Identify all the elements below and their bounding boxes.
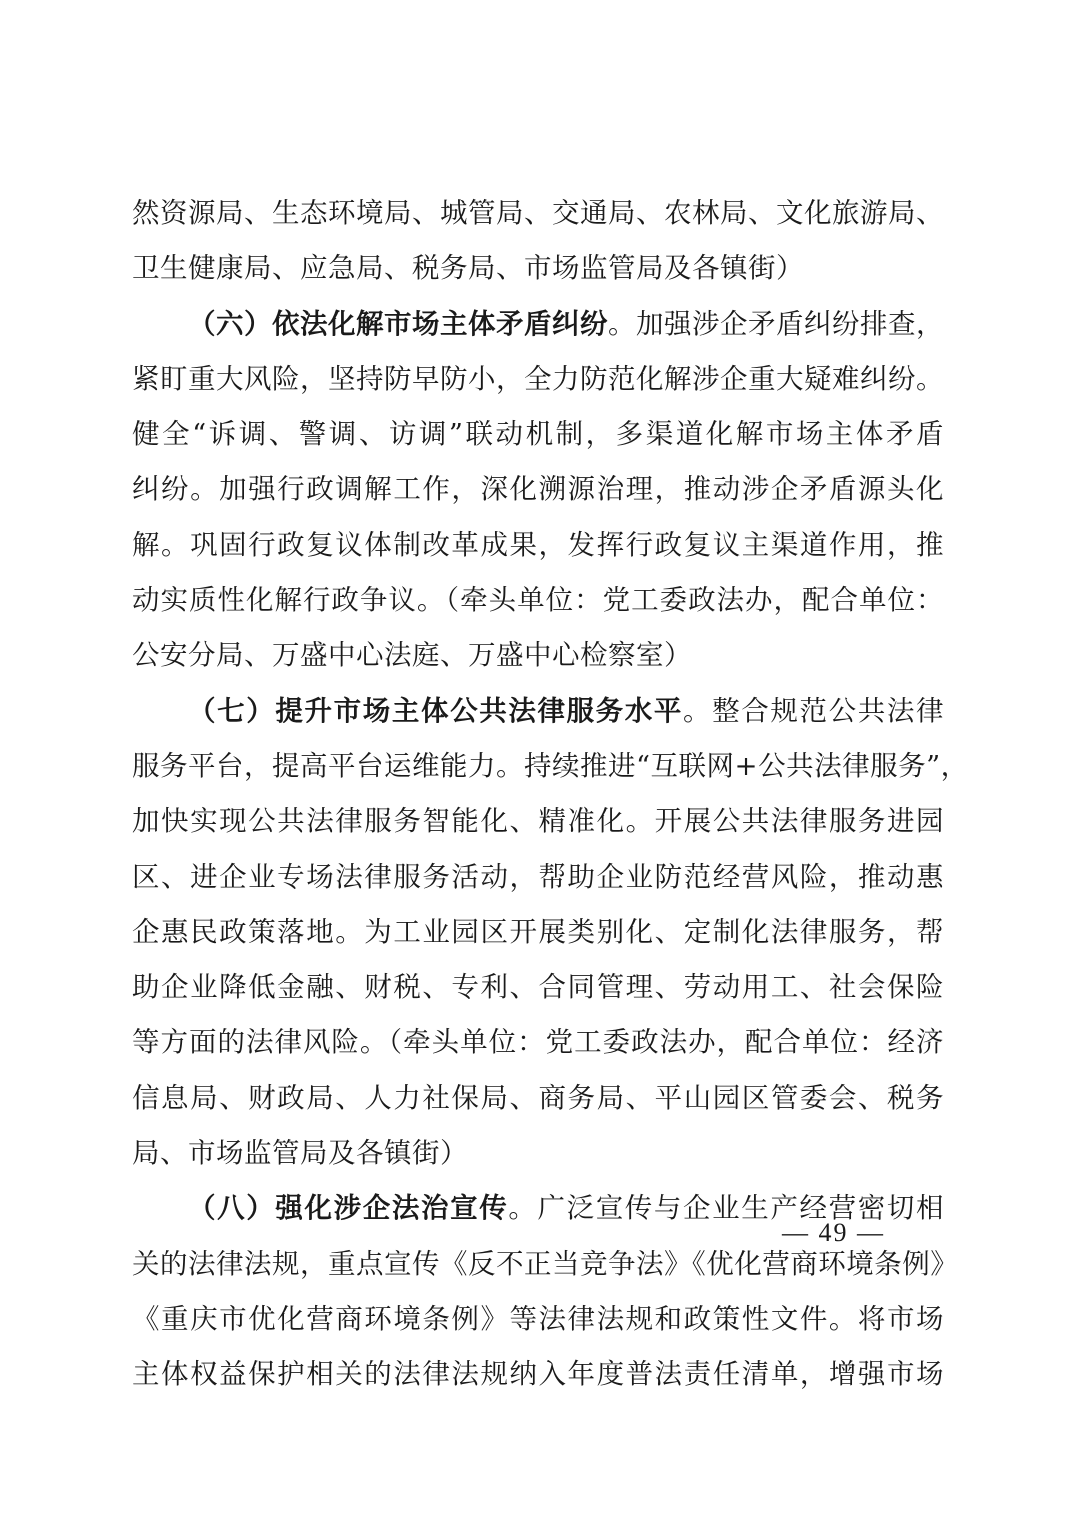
- page-number: — 49 —: [782, 1218, 885, 1247]
- paragraph-line: 紧盯重大风险，坚持防早防小，全力防范化解涉企重大疑难纠纷。: [132, 362, 944, 395]
- paragraph-line: 等方面的法律风险。（牵头单位：党工委政法办，配合单位：经济: [132, 1026, 944, 1059]
- paragraph-line: 加快实现公共法律服务智能化、精准化。开展公共法律服务进园: [132, 805, 944, 838]
- section-heading: （七）提升市场主体公共法律服务水平: [188, 694, 684, 727]
- paragraph-text: 。加强涉企矛盾纠纷排查，: [608, 307, 944, 340]
- paragraph-line: 主体权益保护相关的法律法规纳入年度普法责任清单，增强市场: [132, 1358, 944, 1391]
- section-heading: （六）依法化解市场主体矛盾纠纷: [188, 307, 608, 340]
- paragraph-line: 动实质性化解行政争议。（牵头单位：党工委政法办，配合单位：: [132, 584, 944, 617]
- section-heading-line: [132, 684, 944, 739]
- paragraph-text: 。广泛宣传与企业生产经营密切相: [508, 1192, 945, 1225]
- paragraph-line: 企惠民政策落地。为工业园区开展类别化、定制化法律服务，帮: [132, 915, 944, 948]
- paragraph-line: 纠纷。加强行政调解工作，深化溯源治理，推动涉企矛盾源头化: [132, 473, 944, 506]
- paragraph-text: 。整合规范公共法律: [683, 694, 945, 727]
- section-heading: （八）强化涉企法治宣传: [188, 1192, 509, 1225]
- paragraph-line: 卫生健康局、应急局、税务局、市场监管局及各镇街）: [132, 252, 804, 285]
- paragraph-line: 助企业降低金融、财税、专利、合同管理、劳动用工、社会保险: [132, 971, 944, 1004]
- paragraph-line: 信息局、财政局、人力社保局、商务局、平山园区管委会、税务: [132, 1081, 944, 1114]
- paragraph-line: 解。巩固行政复议体制改革成果，发挥行政复议主渠道作用，推: [132, 528, 944, 561]
- paragraph-line: 《重庆市优化营商环境条例》等法律法规和政策性文件。将市场: [132, 1302, 944, 1335]
- section-heading-line: [132, 297, 944, 352]
- paragraph-line: 然资源局、生态环境局、城管局、交通局、农林局、文化旅游局、: [132, 197, 944, 229]
- paragraph-line: 服务平台，提高平台运维能力。持续推进“互联网+公共法律服务”，: [132, 749, 969, 782]
- paragraph-line: 公安分局、万盛中心法庭、万盛中心检察室）: [132, 639, 692, 672]
- paragraph-line: 局、市场监管局及各镇街）: [132, 1137, 468, 1170]
- paragraph-line: 关的法律法规，重点宣传《反不正当竞争法》《优化营商环境条例》: [132, 1247, 959, 1280]
- paragraph-line: 区、进企业专场法律服务活动，帮助企业防范经营风险，推动惠: [132, 860, 944, 893]
- paragraph-line: 健全“诉调、警调、访调”联动机制，多渠道化解市场主体矛盾: [132, 418, 944, 451]
